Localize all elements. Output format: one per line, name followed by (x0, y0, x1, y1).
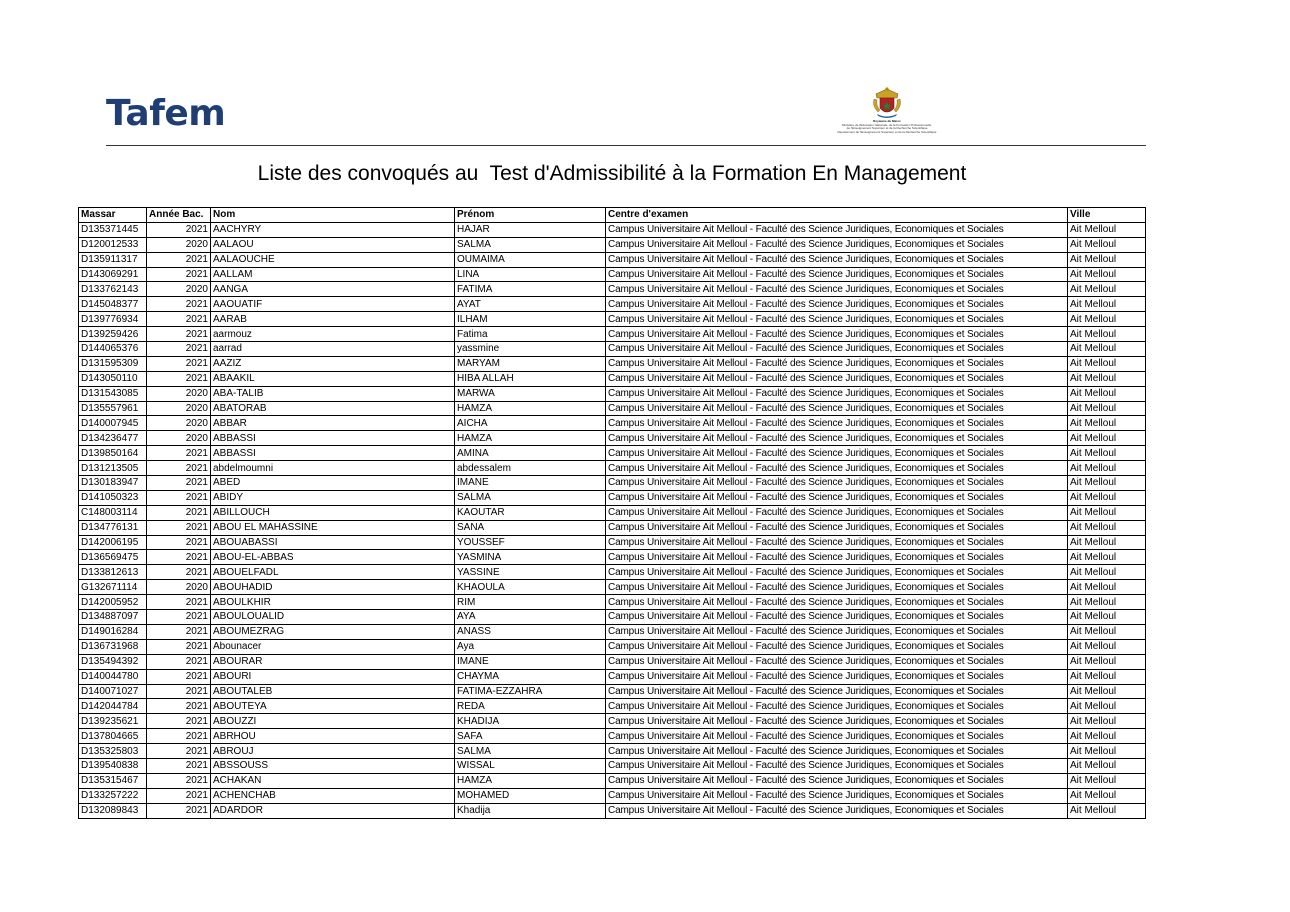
annee-bac-cell: 2021 (147, 327, 211, 342)
prenom-cell: SAFA (455, 729, 606, 744)
table-row (79, 520, 1146, 535)
centre-cell: Campus Universitaire Ait Melloul - Faculté des Science Juridiques, Economiques et Sociales (606, 267, 1068, 282)
prenom-cell: Aya (455, 639, 606, 654)
centre-cell: Campus Universitaire Ait Melloul - Faculté des Science Juridiques, Economiques et Sociales (606, 446, 1068, 461)
prenom-cell: YOUSSEF (455, 535, 606, 550)
prenom-cell: HIBA ALLAH (455, 371, 606, 386)
annee-bac-cell: 2021 (147, 744, 211, 759)
ville-cell: Ait Melloul (1068, 282, 1146, 297)
table-row (79, 684, 1146, 699)
centre-cell: Campus Universitaire Ait Melloul - Faculté des Science Juridiques, Economiques et Sociales (606, 222, 1068, 237)
ville-cell: Ait Melloul (1068, 550, 1146, 565)
prenom-cell: AICHA (455, 416, 606, 431)
annee-bac-cell: 2021 (147, 803, 211, 818)
table-row (79, 729, 1146, 744)
nom-cell: ABOULKHIR (211, 595, 455, 610)
table-row (79, 461, 1146, 476)
ville-cell: Ait Melloul (1068, 624, 1146, 639)
prenom-cell: WISSAL (455, 758, 606, 773)
table-row (79, 550, 1146, 565)
nom-cell: ABOULOUALID (211, 610, 455, 625)
prenom-cell: REDA (455, 699, 606, 714)
centre-cell: Campus Universitaire Ait Melloul - Faculté des Science Juridiques, Economiques et Sociales (606, 327, 1068, 342)
massar-cell: D134236477 (79, 431, 147, 446)
prenom-cell: OUMAIMA (455, 252, 606, 267)
centre-cell: Campus Universitaire Ait Melloul - Faculté des Science Juridiques, Economiques et Sociales (606, 624, 1068, 639)
prenom-cell: KHADIJA (455, 714, 606, 729)
massar-cell: D143050110 (79, 371, 147, 386)
annee-bac-cell: 2021 (147, 773, 211, 788)
massar-cell: D142044784 (79, 699, 147, 714)
centre-cell: Campus Universitaire Ait Melloul - Faculté des Science Juridiques, Economiques et Sociales (606, 312, 1068, 327)
ville-cell: Ait Melloul (1068, 684, 1146, 699)
massar-cell: C148003114 (79, 505, 147, 520)
massar-cell: D145048377 (79, 297, 147, 312)
nom-cell: ABAAKIL (211, 371, 455, 386)
table-row (79, 252, 1146, 267)
centre-cell: Campus Universitaire Ait Melloul - Faculté des Science Juridiques, Economiques et Sociales (606, 371, 1068, 386)
annee-bac-cell: 2020 (147, 401, 211, 416)
ville-cell: Ait Melloul (1068, 699, 1146, 714)
nom-cell: AACHYRY (211, 222, 455, 237)
massar-cell: D135911317 (79, 252, 147, 267)
annee-bac-cell: 2021 (147, 356, 211, 371)
annee-bac-cell: 2021 (147, 371, 211, 386)
prenom-cell: FATIMA-EZZAHRA (455, 684, 606, 699)
annee-bac-cell: 2021 (147, 758, 211, 773)
ville-cell: Ait Melloul (1068, 342, 1146, 357)
centre-cell: Campus Universitaire Ait Melloul - Faculté des Science Juridiques, Economiques et Sociales (606, 461, 1068, 476)
nom-cell: ABOUHADID (211, 580, 455, 595)
centre-cell: Campus Universitaire Ait Melloul - Faculté des Science Juridiques, Economiques et Sociales (606, 505, 1068, 520)
centre-cell: Campus Universitaire Ait Melloul - Faculté des Science Juridiques, Economiques et Sociales (606, 729, 1068, 744)
centre-cell: Campus Universitaire Ait Melloul - Faculté des Science Juridiques, Economiques et Sociales (606, 520, 1068, 535)
centre-cell: Campus Universitaire Ait Melloul - Faculté des Science Juridiques, Economiques et Sociales (606, 476, 1068, 491)
massar-cell: D134887097 (79, 610, 147, 625)
ville-cell: Ait Melloul (1068, 654, 1146, 669)
annee-bac-cell: 2021 (147, 565, 211, 580)
nom-cell: aarrad (211, 342, 455, 357)
ville-cell: Ait Melloul (1068, 490, 1146, 505)
centre-cell: Campus Universitaire Ait Melloul - Faculté des Science Juridiques, Economiques et Sociales (606, 803, 1068, 818)
annee-bac-cell: 2021 (147, 520, 211, 535)
table-row (79, 282, 1146, 297)
annee-bac-cell: 2021 (147, 550, 211, 565)
ville-cell: Ait Melloul (1068, 729, 1146, 744)
prenom-cell: abdessalem (455, 461, 606, 476)
column-header-annee-bac: Année Bac. (147, 208, 211, 223)
annee-bac-cell: 2021 (147, 267, 211, 282)
massar-cell: D131213505 (79, 461, 147, 476)
prenom-cell: SALMA (455, 490, 606, 505)
centre-cell: Campus Universitaire Ait Melloul - Faculté des Science Juridiques, Economiques et Sociales (606, 744, 1068, 759)
massar-cell: D136569475 (79, 550, 147, 565)
ville-cell: Ait Melloul (1068, 356, 1146, 371)
centre-cell: Campus Universitaire Ait Melloul - Faculté des Science Juridiques, Economiques et Sociales (606, 297, 1068, 312)
massar-cell: D132089843 (79, 803, 147, 818)
prenom-cell: Khadija (455, 803, 606, 818)
annee-bac-cell: 2021 (147, 297, 211, 312)
massar-cell: D140007945 (79, 416, 147, 431)
nom-cell: ABOU-EL-ABBAS (211, 550, 455, 565)
annee-bac-cell: 2021 (147, 461, 211, 476)
tafem-logo: Tafem (106, 93, 226, 134)
massar-cell: D135494392 (79, 654, 147, 669)
massar-cell: D139259426 (79, 327, 147, 342)
massar-cell: D142006195 (79, 535, 147, 550)
ville-cell: Ait Melloul (1068, 520, 1146, 535)
table-row (79, 610, 1146, 625)
ville-cell: Ait Melloul (1068, 535, 1146, 550)
coat-of-arms-icon (870, 86, 904, 120)
prenom-cell: YASSINE (455, 565, 606, 580)
ville-cell: Ait Melloul (1068, 431, 1146, 446)
table-row (79, 371, 1146, 386)
ville-cell: Ait Melloul (1068, 773, 1146, 788)
ville-cell: Ait Melloul (1068, 297, 1146, 312)
annee-bac-cell: 2021 (147, 729, 211, 744)
annee-bac-cell: 2021 (147, 699, 211, 714)
centre-cell: Campus Universitaire Ait Melloul - Faculté des Science Juridiques, Economiques et Sociales (606, 639, 1068, 654)
table-row (79, 788, 1146, 803)
nom-cell: ABOUMEZRAG (211, 624, 455, 639)
prenom-cell: SANA (455, 520, 606, 535)
table-row (79, 401, 1146, 416)
massar-cell: D135371445 (79, 222, 147, 237)
ville-cell: Ait Melloul (1068, 580, 1146, 595)
annee-bac-cell: 2020 (147, 431, 211, 446)
ville-cell: Ait Melloul (1068, 386, 1146, 401)
prenom-cell: IMANE (455, 476, 606, 491)
annee-bac-cell: 2021 (147, 595, 211, 610)
prenom-cell: ILHAM (455, 312, 606, 327)
prenom-cell: LINA (455, 267, 606, 282)
massar-cell: D137804665 (79, 729, 147, 744)
table-row (79, 490, 1146, 505)
centre-cell: Campus Universitaire Ait Melloul - Faculté des Science Juridiques, Economiques et Sociales (606, 416, 1068, 431)
header-divider (106, 145, 1146, 146)
annee-bac-cell: 2021 (147, 654, 211, 669)
annee-bac-cell: 2021 (147, 624, 211, 639)
ville-cell: Ait Melloul (1068, 714, 1146, 729)
table-row (79, 386, 1146, 401)
centre-cell: Campus Universitaire Ait Melloul - Faculté des Science Juridiques, Economiques et Sociales (606, 758, 1068, 773)
nom-cell: ABRHOU (211, 729, 455, 744)
massar-cell: D142005952 (79, 595, 147, 610)
ville-cell: Ait Melloul (1068, 416, 1146, 431)
nom-cell: ABOU EL MAHASSINE (211, 520, 455, 535)
nom-cell: ABOUTEYA (211, 699, 455, 714)
table-row (79, 356, 1146, 371)
prenom-cell: Fatima (455, 327, 606, 342)
massar-cell: D133762143 (79, 282, 147, 297)
ville-cell: Ait Melloul (1068, 610, 1146, 625)
annee-bac-cell: 2020 (147, 237, 211, 252)
massar-cell: D131595309 (79, 356, 147, 371)
massar-cell: D135315467 (79, 773, 147, 788)
massar-cell: D133812613 (79, 565, 147, 580)
centre-cell: Campus Universitaire Ait Melloul - Faculté des Science Juridiques, Economiques et Sociales (606, 699, 1068, 714)
annee-bac-cell: 2021 (147, 788, 211, 803)
ville-cell: Ait Melloul (1068, 669, 1146, 684)
massar-cell: D140071027 (79, 684, 147, 699)
annee-bac-cell: 2021 (147, 490, 211, 505)
centre-cell: Campus Universitaire Ait Melloul - Faculté des Science Juridiques, Economiques et Sociales (606, 580, 1068, 595)
massar-cell: D149016284 (79, 624, 147, 639)
nom-cell: ABSSOUSS (211, 758, 455, 773)
annee-bac-cell: 2021 (147, 446, 211, 461)
document-title: Liste des convoqués au Test d'Admissibilité à la Formation En Management (257, 162, 967, 185)
table-row (79, 669, 1146, 684)
massar-cell: D120012533 (79, 237, 147, 252)
nom-cell: ABROUJ (211, 744, 455, 759)
nom-cell: AAOUATIF (211, 297, 455, 312)
massar-cell: D139235621 (79, 714, 147, 729)
centre-cell: Campus Universitaire Ait Melloul - Faculté des Science Juridiques, Economiques et Sociales (606, 386, 1068, 401)
table-row (79, 803, 1146, 818)
centre-cell: Campus Universitaire Ait Melloul - Faculté des Science Juridiques, Economiques et Sociales (606, 282, 1068, 297)
column-header-massar: Massar (79, 208, 147, 223)
massar-cell: D143069291 (79, 267, 147, 282)
ville-cell: Ait Melloul (1068, 222, 1146, 237)
column-header-nom: Nom (211, 208, 455, 223)
prenom-cell: HAMZA (455, 401, 606, 416)
table-row (79, 580, 1146, 595)
prenom-cell: MARYAM (455, 356, 606, 371)
ville-cell: Ait Melloul (1068, 267, 1146, 282)
table-row (79, 773, 1146, 788)
massar-cell: D140044780 (79, 669, 147, 684)
ville-cell: Ait Melloul (1068, 327, 1146, 342)
table-row (79, 744, 1146, 759)
nom-cell: ACHENCHAB (211, 788, 455, 803)
centre-cell: Campus Universitaire Ait Melloul - Faculté des Science Juridiques, Economiques et Sociales (606, 654, 1068, 669)
nom-cell: ABIDY (211, 490, 455, 505)
prenom-cell: RIM (455, 595, 606, 610)
prenom-cell: ANASS (455, 624, 606, 639)
annee-bac-cell: 2021 (147, 505, 211, 520)
nom-cell: ACHAKAN (211, 773, 455, 788)
annee-bac-cell: 2021 (147, 252, 211, 267)
nom-cell: ABED (211, 476, 455, 491)
nom-cell: aarmouz (211, 327, 455, 342)
nom-cell: ABBASSI (211, 446, 455, 461)
ville-cell: Ait Melloul (1068, 252, 1146, 267)
column-header-prenom: Prénom (455, 208, 606, 223)
centre-cell: Campus Universitaire Ait Melloul - Faculté des Science Juridiques, Economiques et Sociales (606, 684, 1068, 699)
massar-cell: D135557961 (79, 401, 147, 416)
kingdom-emblem (822, 86, 952, 146)
table-row (79, 654, 1146, 669)
prenom-cell: AMINA (455, 446, 606, 461)
nom-cell: AALAOUCHE (211, 252, 455, 267)
nom-cell: AALAOU (211, 237, 455, 252)
annee-bac-cell: 2021 (147, 669, 211, 684)
nom-cell: AARAB (211, 312, 455, 327)
centre-cell: Campus Universitaire Ait Melloul - Faculté des Science Juridiques, Economiques et Sociales (606, 788, 1068, 803)
table-row (79, 342, 1146, 357)
prenom-cell: KAOUTAR (455, 505, 606, 520)
table-row (79, 595, 1146, 610)
ville-cell: Ait Melloul (1068, 595, 1146, 610)
massar-cell: D139776934 (79, 312, 147, 327)
prenom-cell: AYAT (455, 297, 606, 312)
prenom-cell: HAJAR (455, 222, 606, 237)
column-header-centre: Centre d'examen (606, 208, 1068, 223)
massar-cell: D136731968 (79, 639, 147, 654)
table-row (79, 312, 1146, 327)
column-header-ville: Ville (1068, 208, 1146, 223)
table-row (79, 565, 1146, 580)
ville-cell: Ait Melloul (1068, 401, 1146, 416)
centre-cell: Campus Universitaire Ait Melloul - Faculté des Science Juridiques, Economiques et Sociales (606, 342, 1068, 357)
annee-bac-cell: 2021 (147, 535, 211, 550)
nom-cell: ABATORAB (211, 401, 455, 416)
ville-cell: Ait Melloul (1068, 744, 1146, 759)
emblem-caption-line: Département de l'Enseignement Supérieur et de la Recherche Scientifique (837, 130, 937, 134)
massar-cell: D130183947 (79, 476, 147, 491)
table-body (79, 222, 1146, 818)
ville-cell: Ait Melloul (1068, 312, 1146, 327)
centre-cell: Campus Universitaire Ait Melloul - Faculté des Science Juridiques, Economiques et Sociales (606, 237, 1068, 252)
table-row (79, 476, 1146, 491)
prenom-cell: SALMA (455, 237, 606, 252)
massar-cell: D131543085 (79, 386, 147, 401)
prenom-cell: MOHAMED (455, 788, 606, 803)
nom-cell: ABA-TALIB (211, 386, 455, 401)
table-row (79, 699, 1146, 714)
nom-cell: AANGA (211, 282, 455, 297)
ville-cell: Ait Melloul (1068, 803, 1146, 818)
ville-cell: Ait Melloul (1068, 505, 1146, 520)
centre-cell: Campus Universitaire Ait Melloul - Faculté des Science Juridiques, Economiques et Sociales (606, 356, 1068, 371)
table-row (79, 267, 1146, 282)
ville-cell: Ait Melloul (1068, 788, 1146, 803)
emblem-caption-line: Royaume du Maroc (873, 120, 901, 123)
centre-cell: Campus Universitaire Ait Melloul - Faculté des Science Juridiques, Economiques et Sociales (606, 595, 1068, 610)
annee-bac-cell: 2021 (147, 610, 211, 625)
nom-cell: ABILLOUCH (211, 505, 455, 520)
annee-bac-cell: 2020 (147, 416, 211, 431)
prenom-cell: HAMZA (455, 431, 606, 446)
table-row (79, 222, 1146, 237)
table-row (79, 297, 1146, 312)
ville-cell: Ait Melloul (1068, 476, 1146, 491)
table-row (79, 714, 1146, 729)
nom-cell: AALLAM (211, 267, 455, 282)
emblem-caption-line: Ministère de l'Éducation Nationale, de la Formation Professionnelle, (842, 123, 932, 127)
ville-cell: Ait Melloul (1068, 446, 1146, 461)
prenom-cell: MARWA (455, 386, 606, 401)
prenom-cell: CHAYMA (455, 669, 606, 684)
massar-cell: D139850164 (79, 446, 147, 461)
nom-cell: ABOUABASSI (211, 535, 455, 550)
massar-cell: D135325803 (79, 744, 147, 759)
prenom-cell: IMANE (455, 654, 606, 669)
prenom-cell: KHAOULA (455, 580, 606, 595)
prenom-cell: SALMA (455, 744, 606, 759)
prenom-cell: AYA (455, 610, 606, 625)
annee-bac-cell: 2021 (147, 342, 211, 357)
prenom-cell: HAMZA (455, 773, 606, 788)
centre-cell: Campus Universitaire Ait Melloul - Faculté des Science Juridiques, Economiques et Sociales (606, 773, 1068, 788)
ville-cell: Ait Melloul (1068, 371, 1146, 386)
nom-cell: ABBASSI (211, 431, 455, 446)
centre-cell: Campus Universitaire Ait Melloul - Faculté des Science Juridiques, Economiques et Sociales (606, 714, 1068, 729)
table-row (79, 237, 1146, 252)
nom-cell: Abounacer (211, 639, 455, 654)
annee-bac-cell: 2021 (147, 222, 211, 237)
table-header-row (79, 208, 1146, 223)
nom-cell: abdelmoumni (211, 461, 455, 476)
centre-cell: Campus Universitaire Ait Melloul - Faculté des Science Juridiques, Economiques et Sociales (606, 490, 1068, 505)
prenom-cell: FATIMA (455, 282, 606, 297)
ville-cell: Ait Melloul (1068, 758, 1146, 773)
ville-cell: Ait Melloul (1068, 565, 1146, 580)
annee-bac-cell: 2021 (147, 714, 211, 729)
massar-cell: D144065376 (79, 342, 147, 357)
massar-cell: D134776131 (79, 520, 147, 535)
annee-bac-cell: 2020 (147, 580, 211, 595)
nom-cell: ABBAR (211, 416, 455, 431)
annee-bac-cell: 2021 (147, 639, 211, 654)
candidates-table (78, 207, 1146, 819)
massar-cell: G132671114 (79, 580, 147, 595)
massar-cell: D139540838 (79, 758, 147, 773)
table-row (79, 431, 1146, 446)
prenom-cell: yassmine (455, 342, 606, 357)
nom-cell: ABOURAR (211, 654, 455, 669)
massar-cell: D133257222 (79, 788, 147, 803)
nom-cell: ABOUELFADL (211, 565, 455, 580)
ville-cell: Ait Melloul (1068, 461, 1146, 476)
prenom-cell: YASMINA (455, 550, 606, 565)
ville-cell: Ait Melloul (1068, 237, 1146, 252)
centre-cell: Campus Universitaire Ait Melloul - Faculté des Science Juridiques, Economiques et Sociales (606, 610, 1068, 625)
table-row (79, 624, 1146, 639)
annee-bac-cell: 2021 (147, 476, 211, 491)
nom-cell: ADARDOR (211, 803, 455, 818)
table-row (79, 639, 1146, 654)
centre-cell: Campus Universitaire Ait Melloul - Faculté des Science Juridiques, Economiques et Sociales (606, 565, 1068, 580)
centre-cell: Campus Universitaire Ait Melloul - Faculté des Science Juridiques, Economiques et Sociales (606, 401, 1068, 416)
table-row (79, 416, 1146, 431)
table-row (79, 327, 1146, 342)
table-row (79, 535, 1146, 550)
massar-cell: D141050323 (79, 490, 147, 505)
annee-bac-cell: 2021 (147, 312, 211, 327)
emblem-caption-line: de l'Enseignement Supérieur et de la Recherche Scientifique (846, 127, 928, 131)
table-row (79, 758, 1146, 773)
nom-cell: ABOUTALEB (211, 684, 455, 699)
annee-bac-cell: 2020 (147, 386, 211, 401)
table-row (79, 446, 1146, 461)
nom-cell: ABOURI (211, 669, 455, 684)
nom-cell: ABOUZZI (211, 714, 455, 729)
centre-cell: Campus Universitaire Ait Melloul - Faculté des Science Juridiques, Economiques et Sociales (606, 550, 1068, 565)
centre-cell: Campus Universitaire Ait Melloul - Faculté des Science Juridiques, Economiques et Sociales (606, 535, 1068, 550)
annee-bac-cell: 2020 (147, 282, 211, 297)
annee-bac-cell: 2021 (147, 684, 211, 699)
centre-cell: Campus Universitaire Ait Melloul - Faculté des Science Juridiques, Economiques et Sociales (606, 252, 1068, 267)
centre-cell: Campus Universitaire Ait Melloul - Faculté des Science Juridiques, Economiques et Sociales (606, 431, 1068, 446)
nom-cell: AAZIZ (211, 356, 455, 371)
table-row (79, 505, 1146, 520)
centre-cell: Campus Universitaire Ait Melloul - Faculté des Science Juridiques, Economiques et Sociales (606, 669, 1068, 684)
ville-cell: Ait Melloul (1068, 639, 1146, 654)
